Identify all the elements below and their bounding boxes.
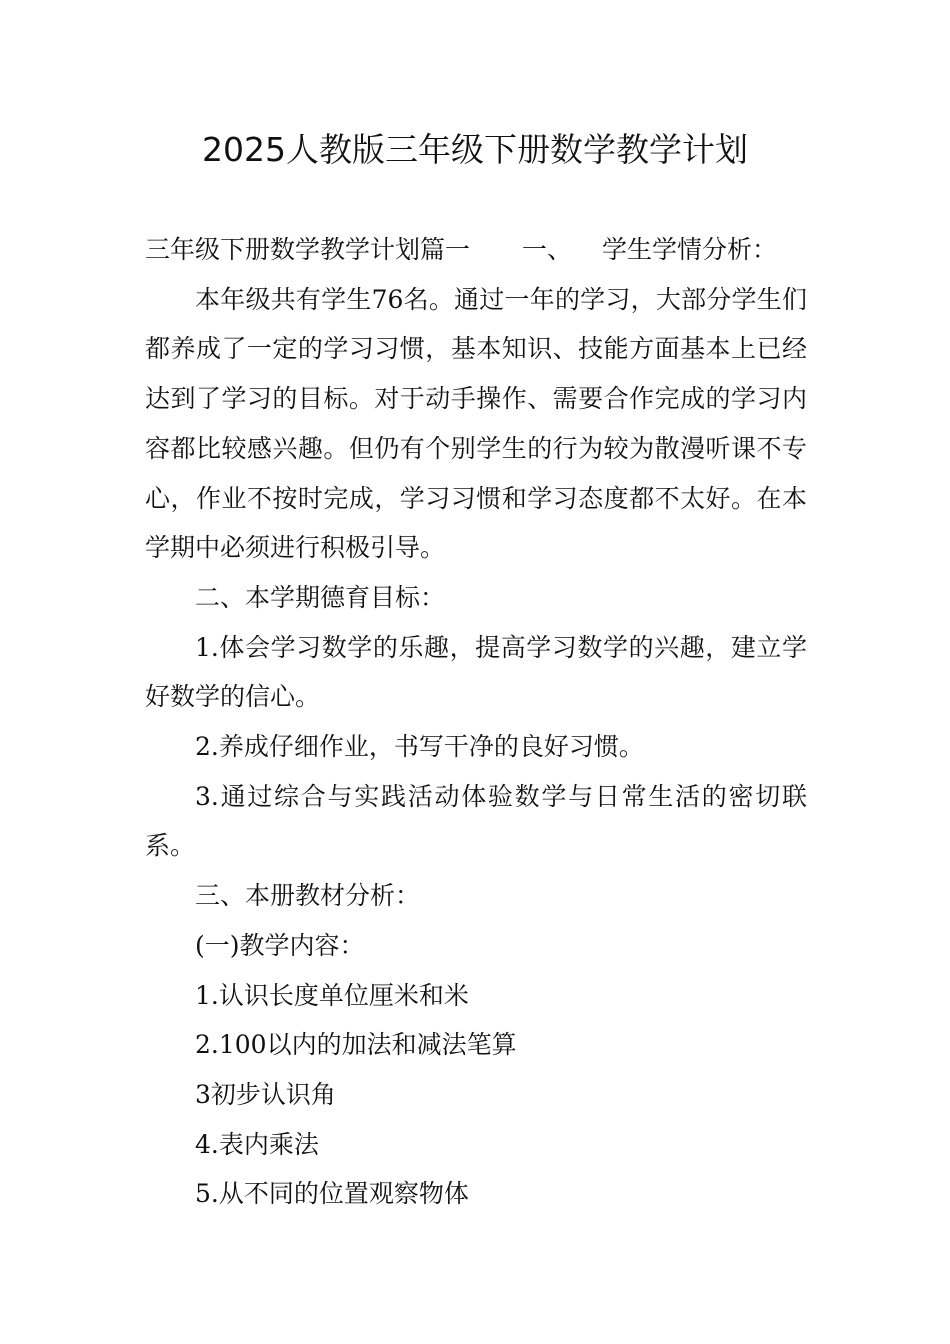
list-item: 2.100以内的加法和减法笔算 [195, 1030, 517, 1060]
subsection-heading: (一)教学内容： [195, 930, 365, 960]
list-item: 1.认识长度单位厘米和米 [195, 980, 469, 1010]
section-heading-line [145, 225, 807, 275]
section-number: 一、 [522, 235, 573, 264]
section-heading: 三、本册教材分析： [195, 881, 421, 911]
list-item: 1.体会学习数学的乐趣，提高学习数学的兴趣，建立学好数学的信心。 [145, 632, 807, 712]
document-body [145, 225, 807, 1219]
list-item: 3.通过综合与实践活动体验数学与日常生活的密切联系。 [145, 781, 807, 861]
list-item: 4.表内乘法 [195, 1129, 319, 1159]
paragraph: 本年级共有学生76名。通过一年的学习，大部分学生们都养成了一定的学习习惯，基本知识、技能方面基本上已经达到了学习的目标。对于动手操作、需要合作完成的学习内容都比较感兴趣。但仍有个别学生的行为较为散漫听课不专心，作业不按时完成，学习习惯和学习态度都不太好。在本学期中必须进行积极引导。 [145, 284, 807, 563]
plan-heading: 三年级下册数学教学计划篇一 [145, 235, 471, 264]
section-heading: 二、本学期德育目标： [195, 582, 446, 612]
section-heading: 学生学情分析： [602, 235, 778, 264]
document-title: 2025人教版三年级下册数学教学计划 [202, 130, 748, 169]
list-item: 5.从不同的位置观察物体 [195, 1179, 469, 1209]
list-item: 2.养成仔细作业，书写干净的良好习惯。 [195, 732, 644, 762]
list-item: 3初步认识角 [195, 1079, 336, 1109]
